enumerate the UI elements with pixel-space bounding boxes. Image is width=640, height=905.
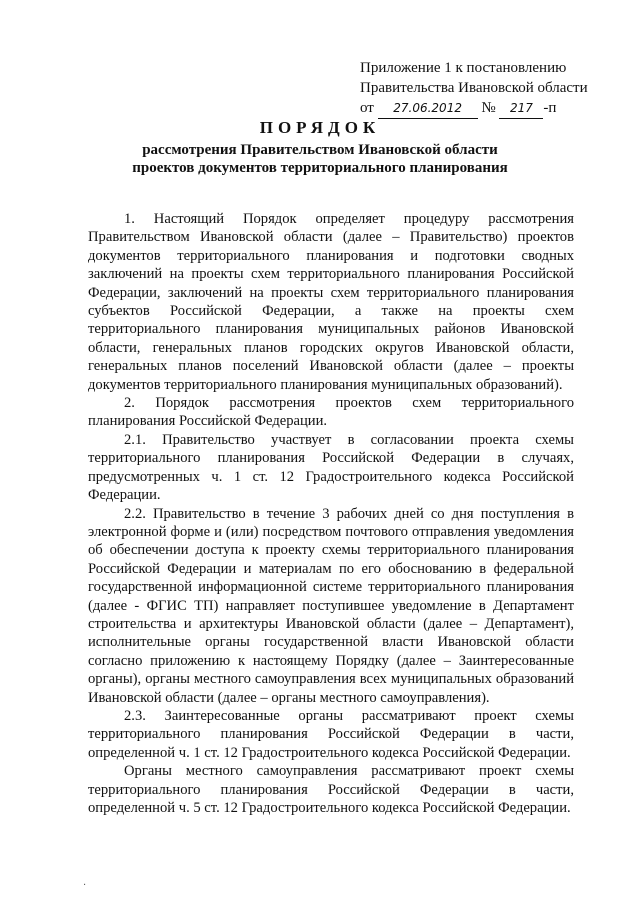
paragraph-2-2: 2.2. Правительство в течение 3 рабочих дней со дня поступления в электронной форме и (или) посредством почтового отправления уведомления об обеспечении доступа к проекту схемы территориального планирования Российской Федерации и материалам по его обоснованию в федеральной государственной информационной системе территориального планирования (далее - ФГИС ТП) направляет поступившее уведомление в Департамент строительства и архитектуры Ивановской области (далее – Департамент), исполнительные органы государственной власти Ивановской области согласно приложению к настоящему Порядку (далее – Заинтересованные органы), органы местного самоуправления всех муниципальных образований Ивановской области (далее – органы местного самоуправления). [88, 505, 574, 706]
number-sign: № [481, 100, 496, 116]
handwritten-date: 27.06.2012 [378, 98, 478, 119]
appendix-date-number [360, 98, 600, 119]
appendix-line-2: Правительства Ивановской области [360, 80, 588, 96]
paragraph-1: 1. Настоящий Порядок определяет процедуру рассмотрения Правительством Ивановской области (далее – Правительство) проектов документов территориального планирования и подготовки сводных заключений на проекты схем территориального планирования Российской Федерации, заключений на проекты схем территориального планирования субъектов Российской Федерации, а также на проекты схем территориального планирования муниципальных районов Ивановской области, генеральных планов городских округов Ивановской области, генеральных планов поселений Ивановской области (далее – проекты документов территориального планирования муниципальных образований). [88, 211, 574, 393]
subtitle-line-1: рассмотрения Правительством Ивановской области [142, 142, 498, 158]
subtitle-line-2: проектов документов территориального планирования [132, 160, 508, 176]
paragraph-2-3-cont: Органы местного самоуправления рассматривают проект схемы территориального планирования Российской Федерации в части, определенной ч. 5 ст. 12 Градостроительного кодекса Российской Федерации. [88, 763, 574, 816]
paragraph-2-3: 2.3. Заинтересованные органы рассматривают проект схемы территориального планирования Российской Федерации в части, определенной ч. 1 ст. 12 Градостроительного кодекса Российской Федерации. [88, 707, 574, 761]
document-subtitle [80, 141, 560, 177]
from-label: от [360, 100, 374, 116]
paragraph-2-1: 2.1. Правительство участвует в согласовании проекта схемы территориального планирования Российской Федерации в случаях, предусмотренных ч. 1 ст. 12 Градостроительного кодекса Российской Федерации. [88, 431, 574, 504]
paragraph-2: 2. Порядок рассмотрения проектов схем территориального планирования Российской Федерации. [88, 395, 574, 430]
scan-speck: · [83, 880, 87, 891]
appendix-line-1: Приложение 1 к постановлению [360, 60, 567, 76]
document-body [88, 210, 574, 817]
appendix-header [360, 58, 600, 119]
number-suffix: -п [543, 100, 557, 116]
handwritten-number: 217 [499, 98, 543, 119]
document-title: ПОРЯДОК [259, 118, 381, 137]
